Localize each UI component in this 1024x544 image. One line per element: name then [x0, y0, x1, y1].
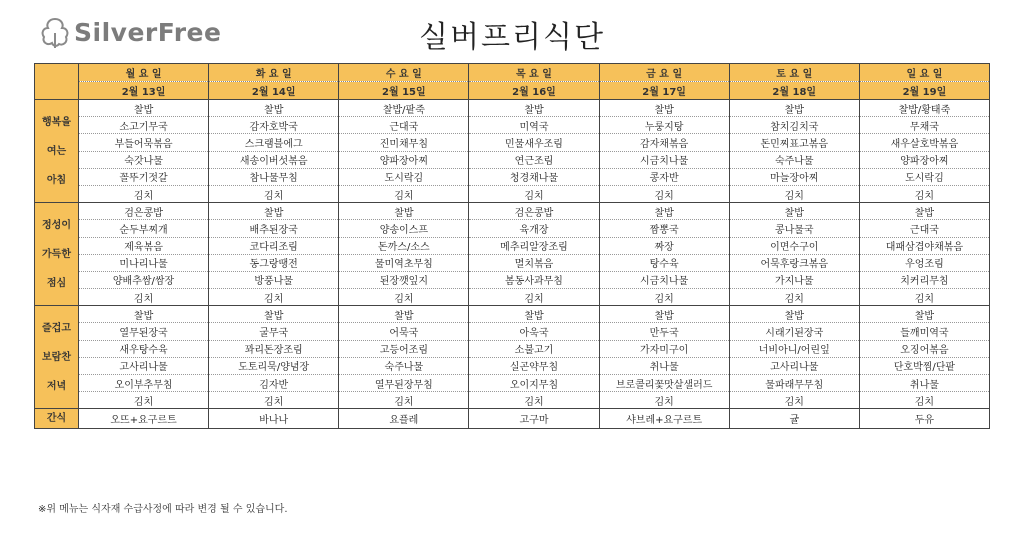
menu-item: 물파래무무침 [729, 375, 859, 392]
date-header: 2월 13일 [79, 82, 209, 100]
menu-row [35, 375, 990, 392]
menu-item: 새송이버섯볶음 [209, 151, 339, 168]
menu-item: 실곤약무침 [469, 357, 599, 374]
menu-row [35, 340, 990, 357]
menu-item: 꼴뚜기젓갈 [79, 168, 209, 185]
menu-item: 소불고기 [469, 340, 599, 357]
menu-item: 동그랑땡전 [209, 254, 339, 271]
menu-row [35, 100, 990, 117]
snack-item: 샤브레+요구르트 [599, 409, 729, 429]
menu-item: 된장깻잎지 [339, 271, 469, 288]
menu-item: 검은콩밥 [469, 203, 599, 220]
menu-item: 김자반 [209, 375, 339, 392]
day-header: 수 요 일 [339, 64, 469, 82]
menu-item: 찰밥/황태죽 [859, 100, 989, 117]
menu-item: 김치 [859, 392, 989, 409]
menu-item: 꽈리돈장조림 [209, 340, 339, 357]
menu-item: 아욱국 [469, 323, 599, 340]
date-header: 2월 19일 [859, 82, 989, 100]
menu-item: 미역국 [469, 117, 599, 134]
menu-item: 도시락김 [339, 168, 469, 185]
menu-row [35, 203, 990, 220]
menu-item: 돈까스/소스 [339, 237, 469, 254]
menu-item: 미나리나물 [79, 254, 209, 271]
meal-label [35, 203, 79, 306]
menu-item: 김치 [209, 392, 339, 409]
menu-item: 연근조림 [469, 151, 599, 168]
menu-row [35, 323, 990, 340]
menu-item: 메추리알장조림 [469, 237, 599, 254]
menu-item: 숙주나물 [729, 151, 859, 168]
menu-item: 찰밥 [79, 100, 209, 117]
menu-item: 고사리나물 [79, 357, 209, 374]
menu-item: 찰밥 [599, 203, 729, 220]
meal-label-line: 여는 [46, 145, 67, 157]
menu-row [35, 357, 990, 374]
menu-item: 방풍나물 [209, 271, 339, 288]
menu-item: 오이지무침 [469, 375, 599, 392]
day-header: 월 요 일 [79, 64, 209, 82]
menu-item: 김치 [469, 289, 599, 306]
header-date-row [35, 82, 990, 100]
menu-item: 마늘장아찌 [729, 168, 859, 185]
menu-item: 김치 [859, 289, 989, 306]
menu-item: 김치 [469, 392, 599, 409]
menu-item: 멸치볶음 [469, 254, 599, 271]
menu-item: 돈민찌표고볶음 [729, 134, 859, 151]
menu-item: 순두부찌개 [79, 220, 209, 237]
menu-item: 스크램블에그 [209, 134, 339, 151]
snack-row [35, 409, 990, 429]
menu-row [35, 220, 990, 237]
menu-item: 고사리나물 [729, 357, 859, 374]
menu-row [35, 306, 990, 323]
menu-item: 참치김치국 [729, 117, 859, 134]
menu-item: 민물새우조림 [469, 134, 599, 151]
menu-item: 찰밥 [859, 306, 989, 323]
menu-item: 대패삼겹야채볶음 [859, 237, 989, 254]
menu-item: 찰밥 [209, 100, 339, 117]
menu-item: 굴무국 [209, 323, 339, 340]
menu-item: 열무된장국 [79, 323, 209, 340]
menu-item: 너비아니/어린잎 [729, 340, 859, 357]
menu-item: 김치 [79, 289, 209, 306]
menu-item: 어묵후랑크볶음 [729, 254, 859, 271]
menu-item: 찰밥 [859, 203, 989, 220]
meal-label-line: 정성이 [42, 219, 71, 231]
menu-item: 열무된장무침 [339, 375, 469, 392]
menu-item: 찰밥 [469, 306, 599, 323]
menu-item: 가지나물 [729, 271, 859, 288]
menu-item: 시금치나물 [599, 151, 729, 168]
menu-item: 브로콜리꽃맛살샐러드 [599, 375, 729, 392]
menu-item: 양배추쌈/쌈장 [79, 271, 209, 288]
menu-item: 김치 [469, 185, 599, 202]
menu-item: 누룽지탕 [599, 117, 729, 134]
menu-item: 검은콩밥 [79, 203, 209, 220]
menu-item: 김치 [339, 392, 469, 409]
menu-item: 찰밥 [339, 203, 469, 220]
menu-item: 우엉조림 [859, 254, 989, 271]
menu-item: 오이부추무침 [79, 375, 209, 392]
menu-item: 김치 [729, 392, 859, 409]
snack-item: 바나나 [209, 409, 339, 429]
menu-item: 김치 [599, 185, 729, 202]
menu-item: 시금치나물 [599, 271, 729, 288]
menu-item: 근대국 [339, 117, 469, 134]
menu-row [35, 237, 990, 254]
date-header: 2월 18일 [729, 82, 859, 100]
menu-item: 시래기된장국 [729, 323, 859, 340]
menu-item: 김치 [599, 392, 729, 409]
menu-item: 찰밥 [79, 306, 209, 323]
snack-label: 간식 [35, 409, 79, 429]
meal-label-line: 가득한 [42, 248, 71, 260]
menu-row [35, 185, 990, 202]
menu-row [35, 289, 990, 306]
menu-item: 참나물무침 [209, 168, 339, 185]
menu-item: 김치 [79, 392, 209, 409]
menu-item: 짜장 [599, 237, 729, 254]
day-header: 토 요 일 [729, 64, 859, 82]
menu-item: 배추된장국 [209, 220, 339, 237]
snack-item: 두유 [859, 409, 989, 429]
date-header: 2월 15일 [339, 82, 469, 100]
menu-item: 코다리조림 [209, 237, 339, 254]
menu-item: 찰밥 [729, 306, 859, 323]
snack-item: 오뜨+요구르트 [79, 409, 209, 429]
menu-item: 이면수구이 [729, 237, 859, 254]
menu-item: 치커리무침 [859, 271, 989, 288]
menu-item: 김치 [339, 289, 469, 306]
menu-item: 취나물 [599, 357, 729, 374]
day-header: 금 요 일 [599, 64, 729, 82]
menu-row [35, 117, 990, 134]
menu-row [35, 254, 990, 271]
menu-item: 김치 [209, 185, 339, 202]
menu-item: 오징어볶음 [859, 340, 989, 357]
menu-item: 무채국 [859, 117, 989, 134]
meal-label-line: 즐겁고 [42, 322, 71, 334]
menu-item: 숙갓나물 [79, 151, 209, 168]
menu-item: 진미채무침 [339, 134, 469, 151]
brand-name: SilverFree [74, 17, 222, 47]
menu-row [35, 392, 990, 409]
menu-item: 부들어묵볶음 [79, 134, 209, 151]
menu-item: 육개장 [469, 220, 599, 237]
snack-item: 귤 [729, 409, 859, 429]
menu-item: 양파장아찌 [859, 151, 989, 168]
date-header: 2월 16일 [469, 82, 599, 100]
menu-item: 찰밥 [209, 306, 339, 323]
menu-item: 감자호박국 [209, 117, 339, 134]
menu-item: 감자채볶음 [599, 134, 729, 151]
snack-item: 고구마 [469, 409, 599, 429]
menu-item: 찰밥 [209, 203, 339, 220]
menu-item: 양송이스프 [339, 220, 469, 237]
menu-row [35, 151, 990, 168]
menu-item: 새우살호박볶음 [859, 134, 989, 151]
menu-item: 김치 [599, 289, 729, 306]
menu-item: 근대국 [859, 220, 989, 237]
menu-item: 단호박찜/단팥 [859, 357, 989, 374]
menu-item: 제육볶음 [79, 237, 209, 254]
menu-item: 취나물 [859, 375, 989, 392]
menu-row [35, 271, 990, 288]
day-header: 일 요 일 [859, 64, 989, 82]
menu-item: 찰밥 [729, 203, 859, 220]
menu-item: 김치 [859, 185, 989, 202]
menu-item: 김치 [79, 185, 209, 202]
menu-item: 찰밥 [599, 306, 729, 323]
menu-item: 김치 [339, 185, 469, 202]
header-corner [35, 64, 79, 100]
date-header: 2월 17일 [599, 82, 729, 100]
menu-item: 찰밥 [729, 100, 859, 117]
menu-item: 가자미구이 [599, 340, 729, 357]
snack-item: 요플레 [339, 409, 469, 429]
menu-item: 짬뽕국 [599, 220, 729, 237]
menu-item: 콩자반 [599, 168, 729, 185]
menu-item: 들깨미역국 [859, 323, 989, 340]
day-header: 화 요 일 [209, 64, 339, 82]
menu-row [35, 168, 990, 185]
menu-item: 찰밥 [339, 306, 469, 323]
menu-item: 김치 [209, 289, 339, 306]
footnote: ※위 메뉴는 식자재 수급사정에 따라 변경 될 수 있습니다. [38, 504, 288, 515]
menu-item: 콩나물국 [729, 220, 859, 237]
menu-item: 어묵국 [339, 323, 469, 340]
menu-row [35, 134, 990, 151]
header-day-row [35, 64, 990, 82]
meal-label-line: 행복을 [42, 116, 71, 128]
page-title: 실버프리식단 [419, 20, 605, 55]
menu-item: 고등어조림 [339, 340, 469, 357]
menu-item: 숙주나물 [339, 357, 469, 374]
menu-item: 만두국 [599, 323, 729, 340]
meal-label-line: 저녁 [46, 380, 67, 392]
menu-item: 새우탕수육 [79, 340, 209, 357]
menu-item: 도토리묵/양념장 [209, 357, 339, 374]
weekly-menu-table [34, 63, 990, 429]
day-header: 목 요 일 [469, 64, 599, 82]
menu-item: 도시락김 [859, 168, 989, 185]
menu-item: 소고기무국 [79, 117, 209, 134]
meal-label [35, 306, 79, 409]
menu-item: 찰밥 [469, 100, 599, 117]
menu-item: 탕수육 [599, 254, 729, 271]
meal-label-line: 보람찬 [42, 351, 71, 363]
menu-item: 찰밥 [599, 100, 729, 117]
menu-item: 양파장아찌 [339, 151, 469, 168]
meal-label-line: 아침 [46, 174, 67, 186]
menu-item: 청경채나물 [469, 168, 599, 185]
meal-label [35, 100, 79, 203]
date-header: 2월 14일 [209, 82, 339, 100]
menu-item: 김치 [729, 185, 859, 202]
menu-item: 봄동사과무침 [469, 271, 599, 288]
menu-item: 김치 [729, 289, 859, 306]
menu-item: 찰밥/팥죽 [339, 100, 469, 117]
meal-label-line: 점심 [46, 277, 67, 289]
menu-item: 물미역초무침 [339, 254, 469, 271]
